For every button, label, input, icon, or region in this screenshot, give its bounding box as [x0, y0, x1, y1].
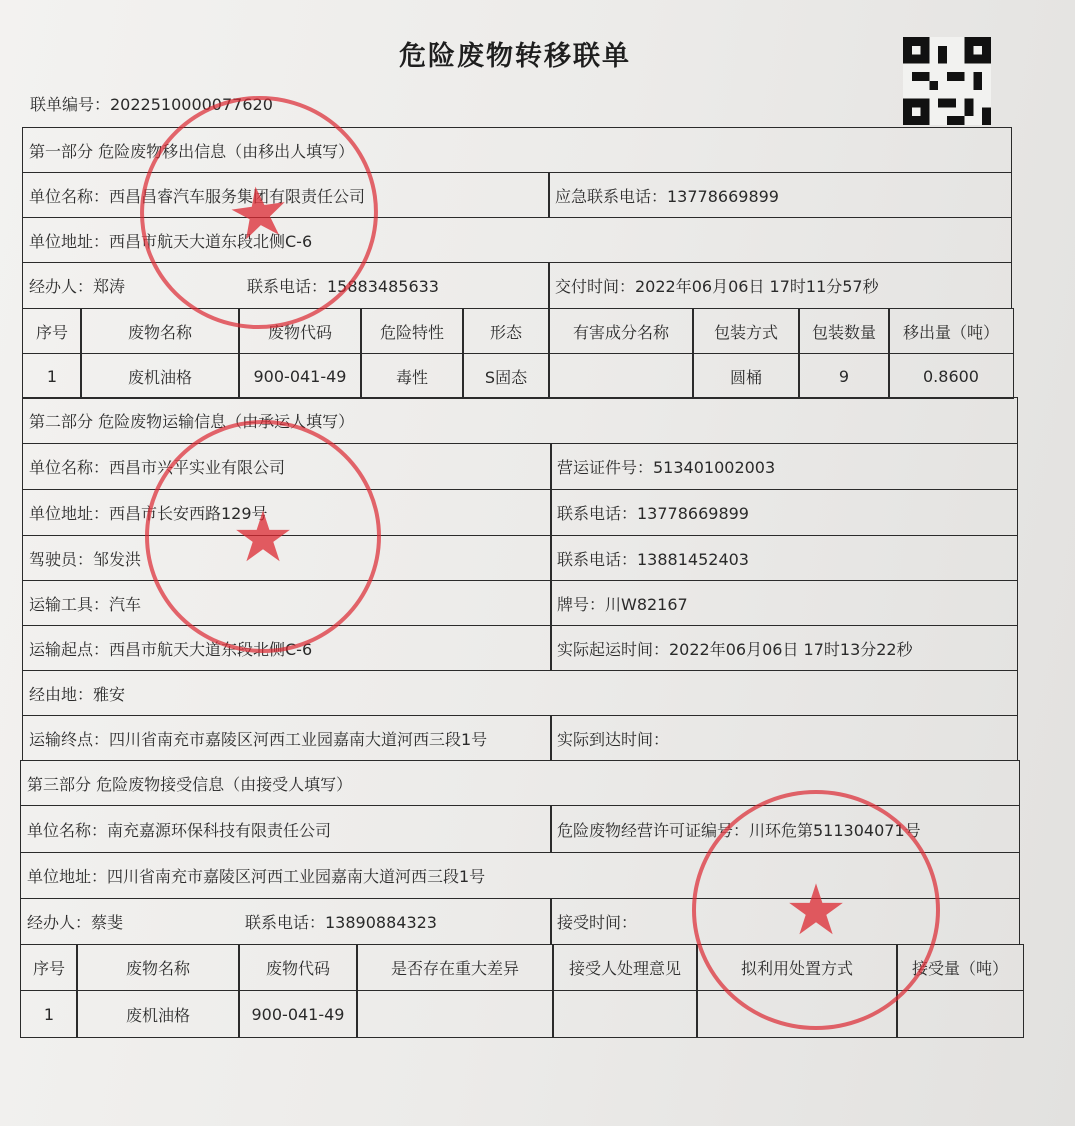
part2-vehicle: 运输工具：汽车 [22, 580, 552, 626]
table-cell [356, 990, 554, 1038]
part1-handover-time: 交付时间：2022年06月06日 17时11分57秒 [548, 262, 1012, 309]
table-cell: 900-041-49 [238, 353, 362, 399]
part2-license: 营运证件号：513401002003 [550, 443, 1018, 490]
column-header: 序号 [20, 944, 78, 991]
column-header: 拟利用处置方式 [696, 944, 898, 991]
star-icon: ★ [231, 495, 295, 578]
table-cell: 废机油格 [76, 990, 240, 1038]
part1-phone: 联系电话：15883485633 [247, 277, 439, 296]
part2-plate: 牌号：川W82167 [550, 580, 1018, 626]
table-cell [548, 353, 694, 399]
column-header: 接受人处理意见 [552, 944, 698, 991]
table-cell: 900-041-49 [238, 990, 358, 1038]
part2-address: 单位地址：西昌市长安西路129号 [22, 489, 552, 536]
table-cell: 圆桶 [692, 353, 800, 399]
star-icon: ★ [784, 869, 848, 951]
part3-phone: 联系电话：13890884323 [245, 913, 437, 932]
column-header: 废物名称 [76, 944, 240, 991]
part2-arrive-time: 实际到达时间： [550, 715, 1018, 761]
table-cell: 废机油格 [80, 353, 240, 399]
part3-handler: 经办人：蔡斐 [27, 913, 124, 932]
part2-via: 经由地：雅安 [22, 670, 1018, 716]
star-icon: ★ [222, 167, 296, 258]
part1-header: 第一部分 危险废物移出信息（由移出人填写） [22, 127, 1012, 173]
table-cell: 1 [20, 990, 78, 1038]
part2-driver-phone: 联系电话：13881452403 [550, 535, 1018, 581]
column-header: 危险特性 [360, 308, 464, 354]
part2-phone: 联系电话：13778669899 [550, 489, 1018, 536]
part1-address: 单位地址：西昌市航天大道东段北侧C-6 [22, 217, 1012, 263]
column-header: 有害成分名称 [548, 308, 694, 354]
table-cell: S固态 [462, 353, 550, 399]
column-header: 包装方式 [692, 308, 800, 354]
table-cell [696, 990, 898, 1038]
part3-unit-name: 单位名称：南充嘉源环保科技有限责任公司 [20, 805, 552, 853]
column-header: 是否存在重大差异 [356, 944, 554, 991]
part2-driver: 驾驶员：邹发洪 [22, 535, 552, 581]
column-header: 序号 [22, 308, 82, 354]
column-header: 接受量（吨） [896, 944, 1024, 991]
part2-destination: 运输终点：四川省南充市嘉陵区河西工业园嘉南大道河西三段1号 [22, 715, 552, 761]
table-cell: 1 [22, 353, 82, 399]
part3-receive-time: 接受时间： [550, 898, 1020, 945]
column-header: 废物名称 [80, 308, 240, 354]
part2-header: 第二部分 危险废物运输信息（由承运人填写） [22, 397, 1018, 444]
form-number: 联单编号：2022510000077620 [30, 95, 273, 114]
part2-depart-time: 实际起运时间：2022年06月06日 17时13分22秒 [550, 625, 1018, 671]
table-cell [552, 990, 698, 1038]
document-title: 危险废物转移联单 [399, 41, 631, 72]
column-header: 废物代码 [238, 944, 358, 991]
table-cell: 毒性 [360, 353, 464, 399]
part3-header: 第三部分 危险废物接受信息（由接受人填写） [20, 760, 1020, 806]
part1-unit-name: 单位名称：西昌昌睿汽车服务集团有限责任公司 [22, 172, 550, 218]
column-header: 移出量（吨） [888, 308, 1014, 354]
part2-unit-name: 单位名称：西昌市兴平实业有限公司 [22, 443, 552, 490]
table-cell: 0.8600 [888, 353, 1014, 399]
part1-emergency-phone: 应急联系电话：13778669899 [548, 172, 1012, 218]
table-cell: 9 [798, 353, 890, 399]
column-header: 形态 [462, 308, 550, 354]
part3-address: 单位地址：四川省南充市嘉陵区河西工业园嘉南大道河西三段1号 [20, 852, 1020, 899]
part1-handler: 经办人：郑涛 [29, 277, 126, 296]
part2-origin: 运输起点：西昌市航天大道东段北侧C-6 [22, 625, 552, 671]
part1-handler-row [22, 262, 550, 309]
part3-handler-row [20, 898, 552, 945]
column-header: 废物代码 [238, 308, 362, 354]
column-header: 包装数量 [798, 308, 890, 354]
table-cell [896, 990, 1024, 1038]
part3-permit: 危险废物经营许可证编号：川环危第511304071号 [550, 805, 1020, 853]
qr-code [900, 37, 994, 125]
